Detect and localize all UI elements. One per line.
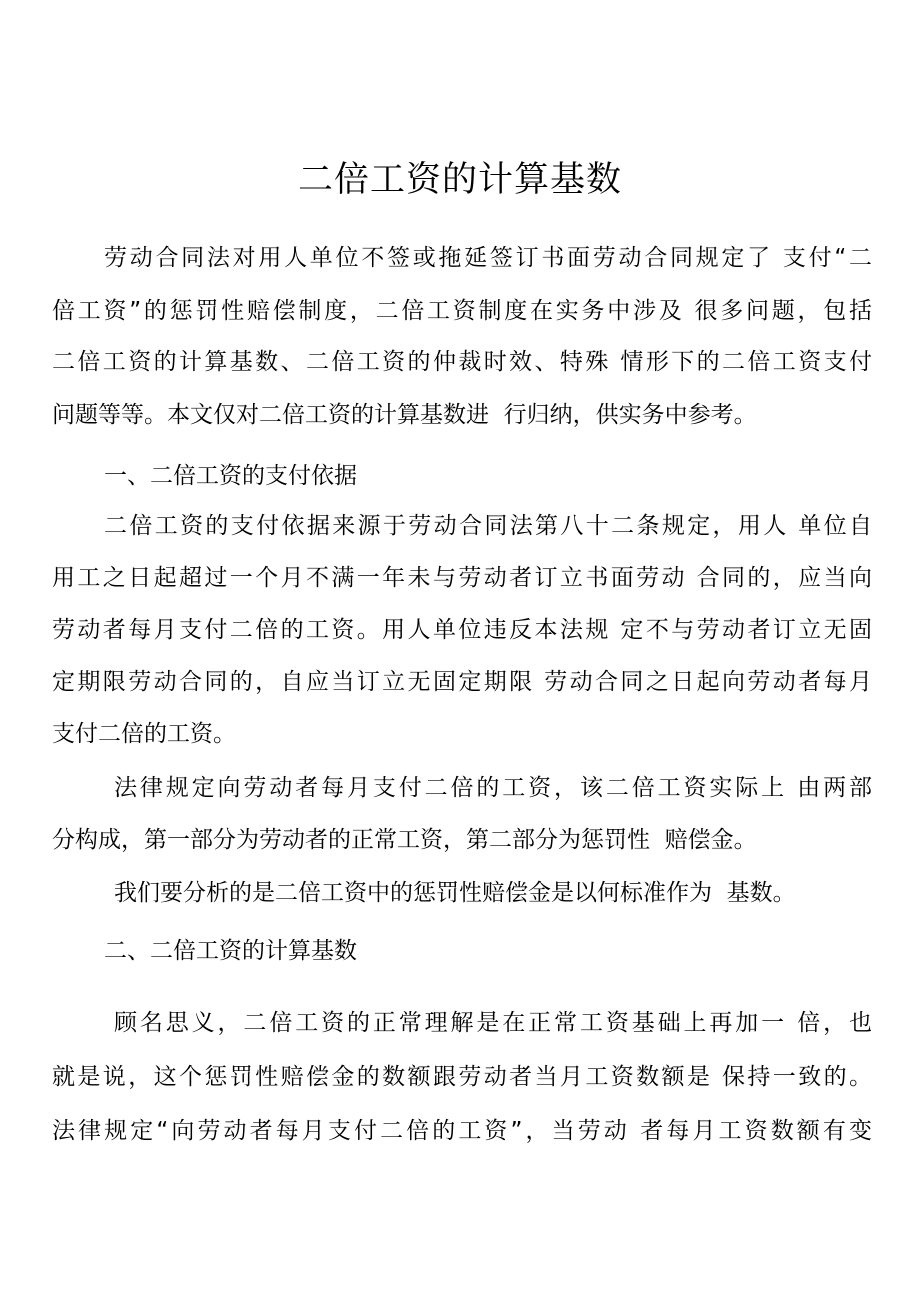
paragraph-line: 二倍工资的计算基数、二倍工资的仲裁时效、特殊 情形下的二倍工资支付 [52, 349, 872, 375]
paragraph-line: 用工之日起超过一个月不满一年未与劳动者订立书面劳动 合同的，应当向 [52, 565, 872, 591]
paragraph-line: 支付二倍的工资。 [52, 721, 236, 747]
paragraph-line: 就是说，这个惩罚性赔偿金的数额跟劳动者当月工资数额是 保持一致的。 [52, 1064, 872, 1090]
section-heading: 二、二倍工资的计算基数 [104, 938, 357, 964]
section-heading: 一、二倍工资的支付依据 [104, 463, 357, 489]
paragraph-line: 法律规定“向劳动者每月支付二倍的工资”，当劳动 者每月工资数额有变 [52, 1118, 872, 1144]
paragraph-line: 分构成，第一部分为劳动者的正常工资，第二部分为惩罚性 赔偿金。 [52, 827, 757, 853]
paragraph-line: 倍工资”的惩罚性赔偿制度，二倍工资制度在实务中涉及 很多问题，包括 [52, 298, 872, 324]
paragraph-line: 劳动合同法对用人单位不签或拖延签订书面劳动合同规定了 支付“二 [104, 245, 872, 271]
paragraph-line: 法律规定向劳动者每月支付二倍的工资，该二倍工资实际上 由两部 [114, 775, 872, 801]
paragraph-line: 劳动者每月支付二倍的工资。用人单位违反本法规 定不与劳动者订立无固 [52, 617, 872, 643]
document-title: 二倍工资的计算基数 [297, 160, 622, 200]
paragraph-line: 顾名思义，二倍工资的正常理解是在正常工资基础上再加一 倍，也 [114, 1010, 872, 1036]
paragraph-line: 二倍工资的支付依据来源于劳动合同法第八十二条规定，用人 单位自 [104, 513, 872, 539]
paragraph-line: 我们要分析的是二倍工资中的惩罚性赔偿金是以何标准作为 基数。 [114, 880, 796, 906]
paragraph-line: 问题等等。本文仅对二倍工资的计算基数进 行归纳，供实务中参考。 [52, 402, 757, 428]
paragraph-line: 定期限劳动合同的，自应当订立无固定期限 劳动合同之日起向劳动者每月 [52, 669, 872, 695]
